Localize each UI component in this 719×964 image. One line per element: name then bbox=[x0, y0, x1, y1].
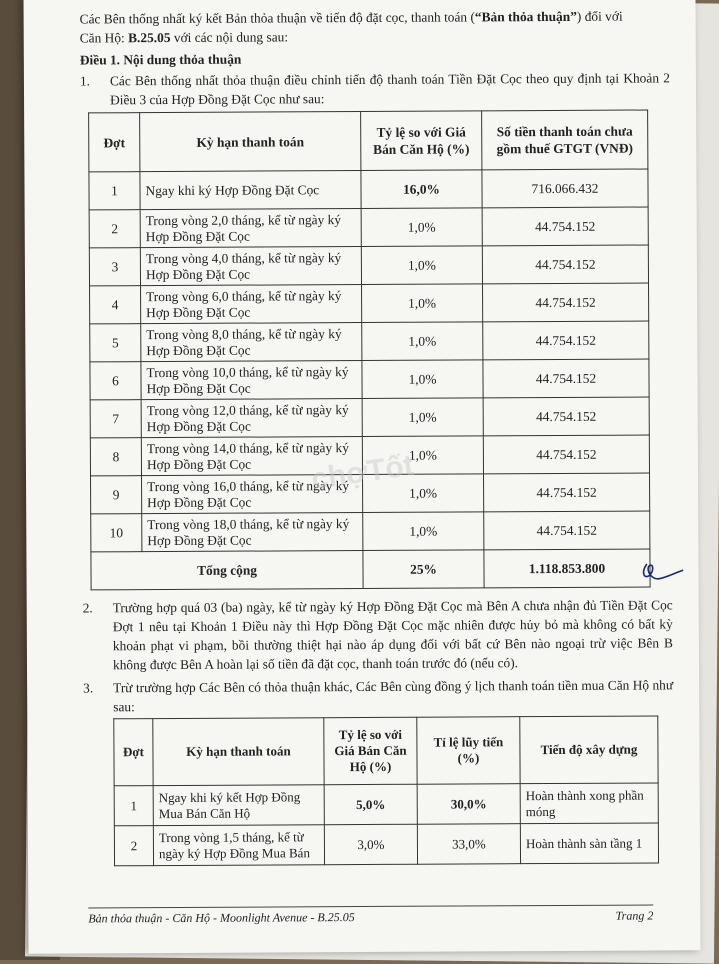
amount-cell: 44.754.152 bbox=[483, 435, 649, 474]
stage-cell: 2 bbox=[89, 210, 140, 248]
rate-cell: 1,0% bbox=[363, 512, 484, 551]
rate-cell: 1,0% bbox=[362, 322, 483, 361]
rate-cell: 1,0% bbox=[362, 436, 483, 475]
term-cell: Trong vòng 2,0 tháng, kể từ ngày ký Hợp Đồng Đặt Cọc bbox=[140, 209, 361, 248]
stage-cell: 9 bbox=[91, 476, 142, 514]
table-row bbox=[114, 823, 658, 866]
amount-cell: 716.066.432 bbox=[482, 169, 648, 208]
table-header-row bbox=[89, 110, 648, 172]
clause-3 bbox=[83, 675, 673, 716]
deposit-schedule-table bbox=[88, 109, 650, 590]
footer-title: Bản thỏa thuận - Căn Hộ - Moonlight Avenue - B.25.05 bbox=[88, 910, 355, 926]
document-page bbox=[23, 0, 700, 954]
rate-cell: 5,0% bbox=[324, 784, 417, 824]
rate-cell: 3,0% bbox=[324, 824, 417, 864]
table-row bbox=[90, 283, 649, 324]
table-total-row bbox=[91, 549, 650, 590]
progress-cell: Hoàn thành xong phần móng bbox=[520, 783, 658, 824]
clause-1 bbox=[80, 68, 670, 109]
intro-text-end: ) đối với bbox=[576, 8, 623, 24]
total-rate: 25% bbox=[363, 550, 484, 589]
amount-cell: 44.754.152 bbox=[484, 511, 650, 550]
deposit-schedule-body bbox=[89, 169, 650, 552]
table-row bbox=[90, 397, 649, 438]
amount-cell: 44.754.152 bbox=[483, 359, 649, 398]
term-cell: Trong vòng 16,0 tháng, kể từ ngày ký Hợp Đồng Đặt Cọc bbox=[142, 474, 363, 513]
article-heading: Điều 1. Nội dung thỏa thuận bbox=[79, 51, 242, 68]
term-cell: Trong vòng 4,0 tháng, kể từ ngày ký Hợp Đồng Đặt Cọc bbox=[140, 247, 361, 286]
clause-number: 1. bbox=[79, 73, 91, 89]
agreement-name: “Bản thỏa thuận” bbox=[474, 8, 577, 25]
header-cumulative: Tỉ lệ lũy tiến (%) bbox=[417, 717, 520, 785]
stage-cell: 3 bbox=[89, 248, 140, 286]
stage-cell: 2 bbox=[114, 826, 153, 866]
stage-cell: 1 bbox=[89, 172, 140, 210]
term-cell: Trong vòng 1,5 tháng, kể từ ngày ký Hợp Đồng Mua Bán bbox=[153, 825, 324, 866]
header-amount: Số tiền thanh toán chưa gồm thuế GTGT (VNĐ) bbox=[482, 110, 648, 170]
term-cell: Trong vòng 6,0 tháng, kể từ ngày ký Hợp Đồng Đặt Cọc bbox=[141, 284, 362, 323]
stage-cell: 6 bbox=[90, 362, 141, 400]
header-stage: Đợt bbox=[89, 113, 140, 172]
table-row bbox=[114, 783, 658, 826]
document-content bbox=[80, 6, 674, 866]
amount-cell: 44.754.152 bbox=[482, 207, 648, 246]
amount-cell: 44.754.152 bbox=[483, 283, 649, 322]
stage-cell: 4 bbox=[90, 286, 141, 324]
table-row bbox=[89, 245, 648, 286]
table-row bbox=[89, 207, 648, 248]
header-progress: Tiến độ xây dựng bbox=[520, 716, 658, 784]
total-label: Tổng cộng bbox=[91, 550, 363, 589]
rate-cell: 1,0% bbox=[361, 208, 482, 247]
table-row bbox=[89, 169, 648, 210]
term-cell: Trong vòng 14,0 tháng, kể từ ngày ký Hợp Đồng Đặt Cọc bbox=[141, 436, 362, 475]
cumulative-cell: 30,0% bbox=[417, 784, 520, 825]
clause-text: Trừ trường hợp Các Bên có thỏa thuận khác, Các Bên cùng đồng ý lịch thanh toán tiền mua Căn Hộ như sau: bbox=[113, 677, 674, 715]
clause-text: Trường hợp quá 03 (ba) ngày, kể từ ngày ký Hợp Đồng Đặt Cọc mà Bên A chưa nhận đủ Tiền Đặt Cọc Đợt 1 nêu tại Khoản 1 Điều này thì Hợp Đồng Đặt Cọc mặc nhiên được hủy bỏ mà không có bất kỳ khoản phạt vi phạm, bồi thường thiệt hại nào áp dụng đối với bất cứ Bên nào ngoại trừ việc Bên B không được Bên A hoàn lại số tiền đã đặt cọc, thanh toán trước đó (nếu có). bbox=[112, 597, 673, 673]
clause-text: Các Bên thống nhất thỏa thuận điều chỉnh tiến độ thanh toán Tiền Đặt Cọc theo quy định tại Khoản 2 Điều 3 của Hợp Đồng Đặt Cọc như sau: bbox=[109, 70, 670, 108]
amount-cell: 44.754.152 bbox=[484, 473, 650, 512]
table-row bbox=[90, 359, 649, 400]
rate-cell: 16,0% bbox=[361, 170, 482, 209]
progress-cell: Hoàn thành sàn tầng 1 bbox=[520, 823, 658, 864]
amount-cell: 44.754.152 bbox=[483, 397, 649, 436]
watermark-logo: chợTốt bbox=[309, 448, 416, 497]
total-amount: 1.118.853.800 bbox=[484, 549, 650, 588]
rate-cell: 1,0% bbox=[361, 246, 482, 285]
header-rate: Tỷ lệ so với Giá Bán Căn Hộ (%) bbox=[324, 717, 417, 784]
term-cell: Ngay khi ký Hợp Đồng Đặt Cọc bbox=[140, 171, 361, 210]
amount-cell: 44.754.152 bbox=[483, 321, 649, 360]
rate-cell: 1,0% bbox=[362, 398, 483, 437]
intro-suffix: với các nội dung sau: bbox=[170, 29, 289, 45]
table-row bbox=[91, 511, 650, 552]
table-row bbox=[90, 321, 649, 362]
term-cell: Trong vòng 10,0 tháng, kể từ ngày ký Hợp Đồng Đặt Cọc bbox=[141, 360, 362, 399]
term-cell: Trong vòng 18,0 tháng, kể từ ngày ký Hợp Đồng Đặt Cọc bbox=[142, 512, 363, 551]
clause-number: 2. bbox=[82, 600, 93, 616]
amount-cell: 44.754.152 bbox=[482, 245, 648, 284]
term-cell: Trong vòng 8,0 tháng, kể từ ngày ký Hợp Đồng Đặt Cọc bbox=[141, 322, 362, 361]
intro-paragraph bbox=[80, 6, 670, 47]
page-footer bbox=[88, 904, 653, 926]
rate-cell: 1,0% bbox=[362, 360, 483, 399]
header-rate: Tỷ lệ so với Giá Bán Căn Hộ (%) bbox=[361, 111, 482, 171]
rate-cell: 1,0% bbox=[362, 284, 483, 323]
header-term: Kỳ hạn thanh toán bbox=[153, 718, 324, 786]
header-term: Kỳ hạn thanh toán bbox=[140, 112, 361, 172]
clause-2 bbox=[83, 595, 673, 674]
stage-cell: 1 bbox=[114, 786, 153, 826]
header-stage: Đợt bbox=[114, 719, 153, 786]
apartment-label: Căn Hộ: bbox=[79, 30, 129, 46]
apartment-code: B.25.05 bbox=[128, 29, 171, 46]
table-header-row bbox=[114, 716, 658, 786]
intro-text: Các Bên thống nhất ký kết Bản thỏa thuận về tiến độ đặt cọc, thanh toán ( bbox=[79, 9, 475, 27]
clause-number: 3. bbox=[83, 680, 94, 696]
stage-cell: 10 bbox=[91, 514, 142, 552]
purchase-schedule-body bbox=[114, 783, 658, 866]
cumulative-cell: 33,0% bbox=[417, 824, 520, 865]
stage-cell: 8 bbox=[90, 438, 141, 476]
page-number: Trang 2 bbox=[615, 908, 654, 923]
rate-cell: 1,0% bbox=[363, 474, 484, 513]
stage-cell: 7 bbox=[90, 400, 141, 438]
purchase-schedule-table bbox=[113, 715, 659, 866]
signature-mark bbox=[638, 558, 684, 588]
term-cell: Ngay khi ký kết Hợp Đồng Mua Bán Căn Hộ bbox=[153, 785, 324, 826]
stage-cell: 5 bbox=[90, 324, 141, 362]
term-cell: Trong vòng 12,0 tháng, kể từ ngày ký Hợp Đồng Đặt Cọc bbox=[141, 398, 362, 437]
